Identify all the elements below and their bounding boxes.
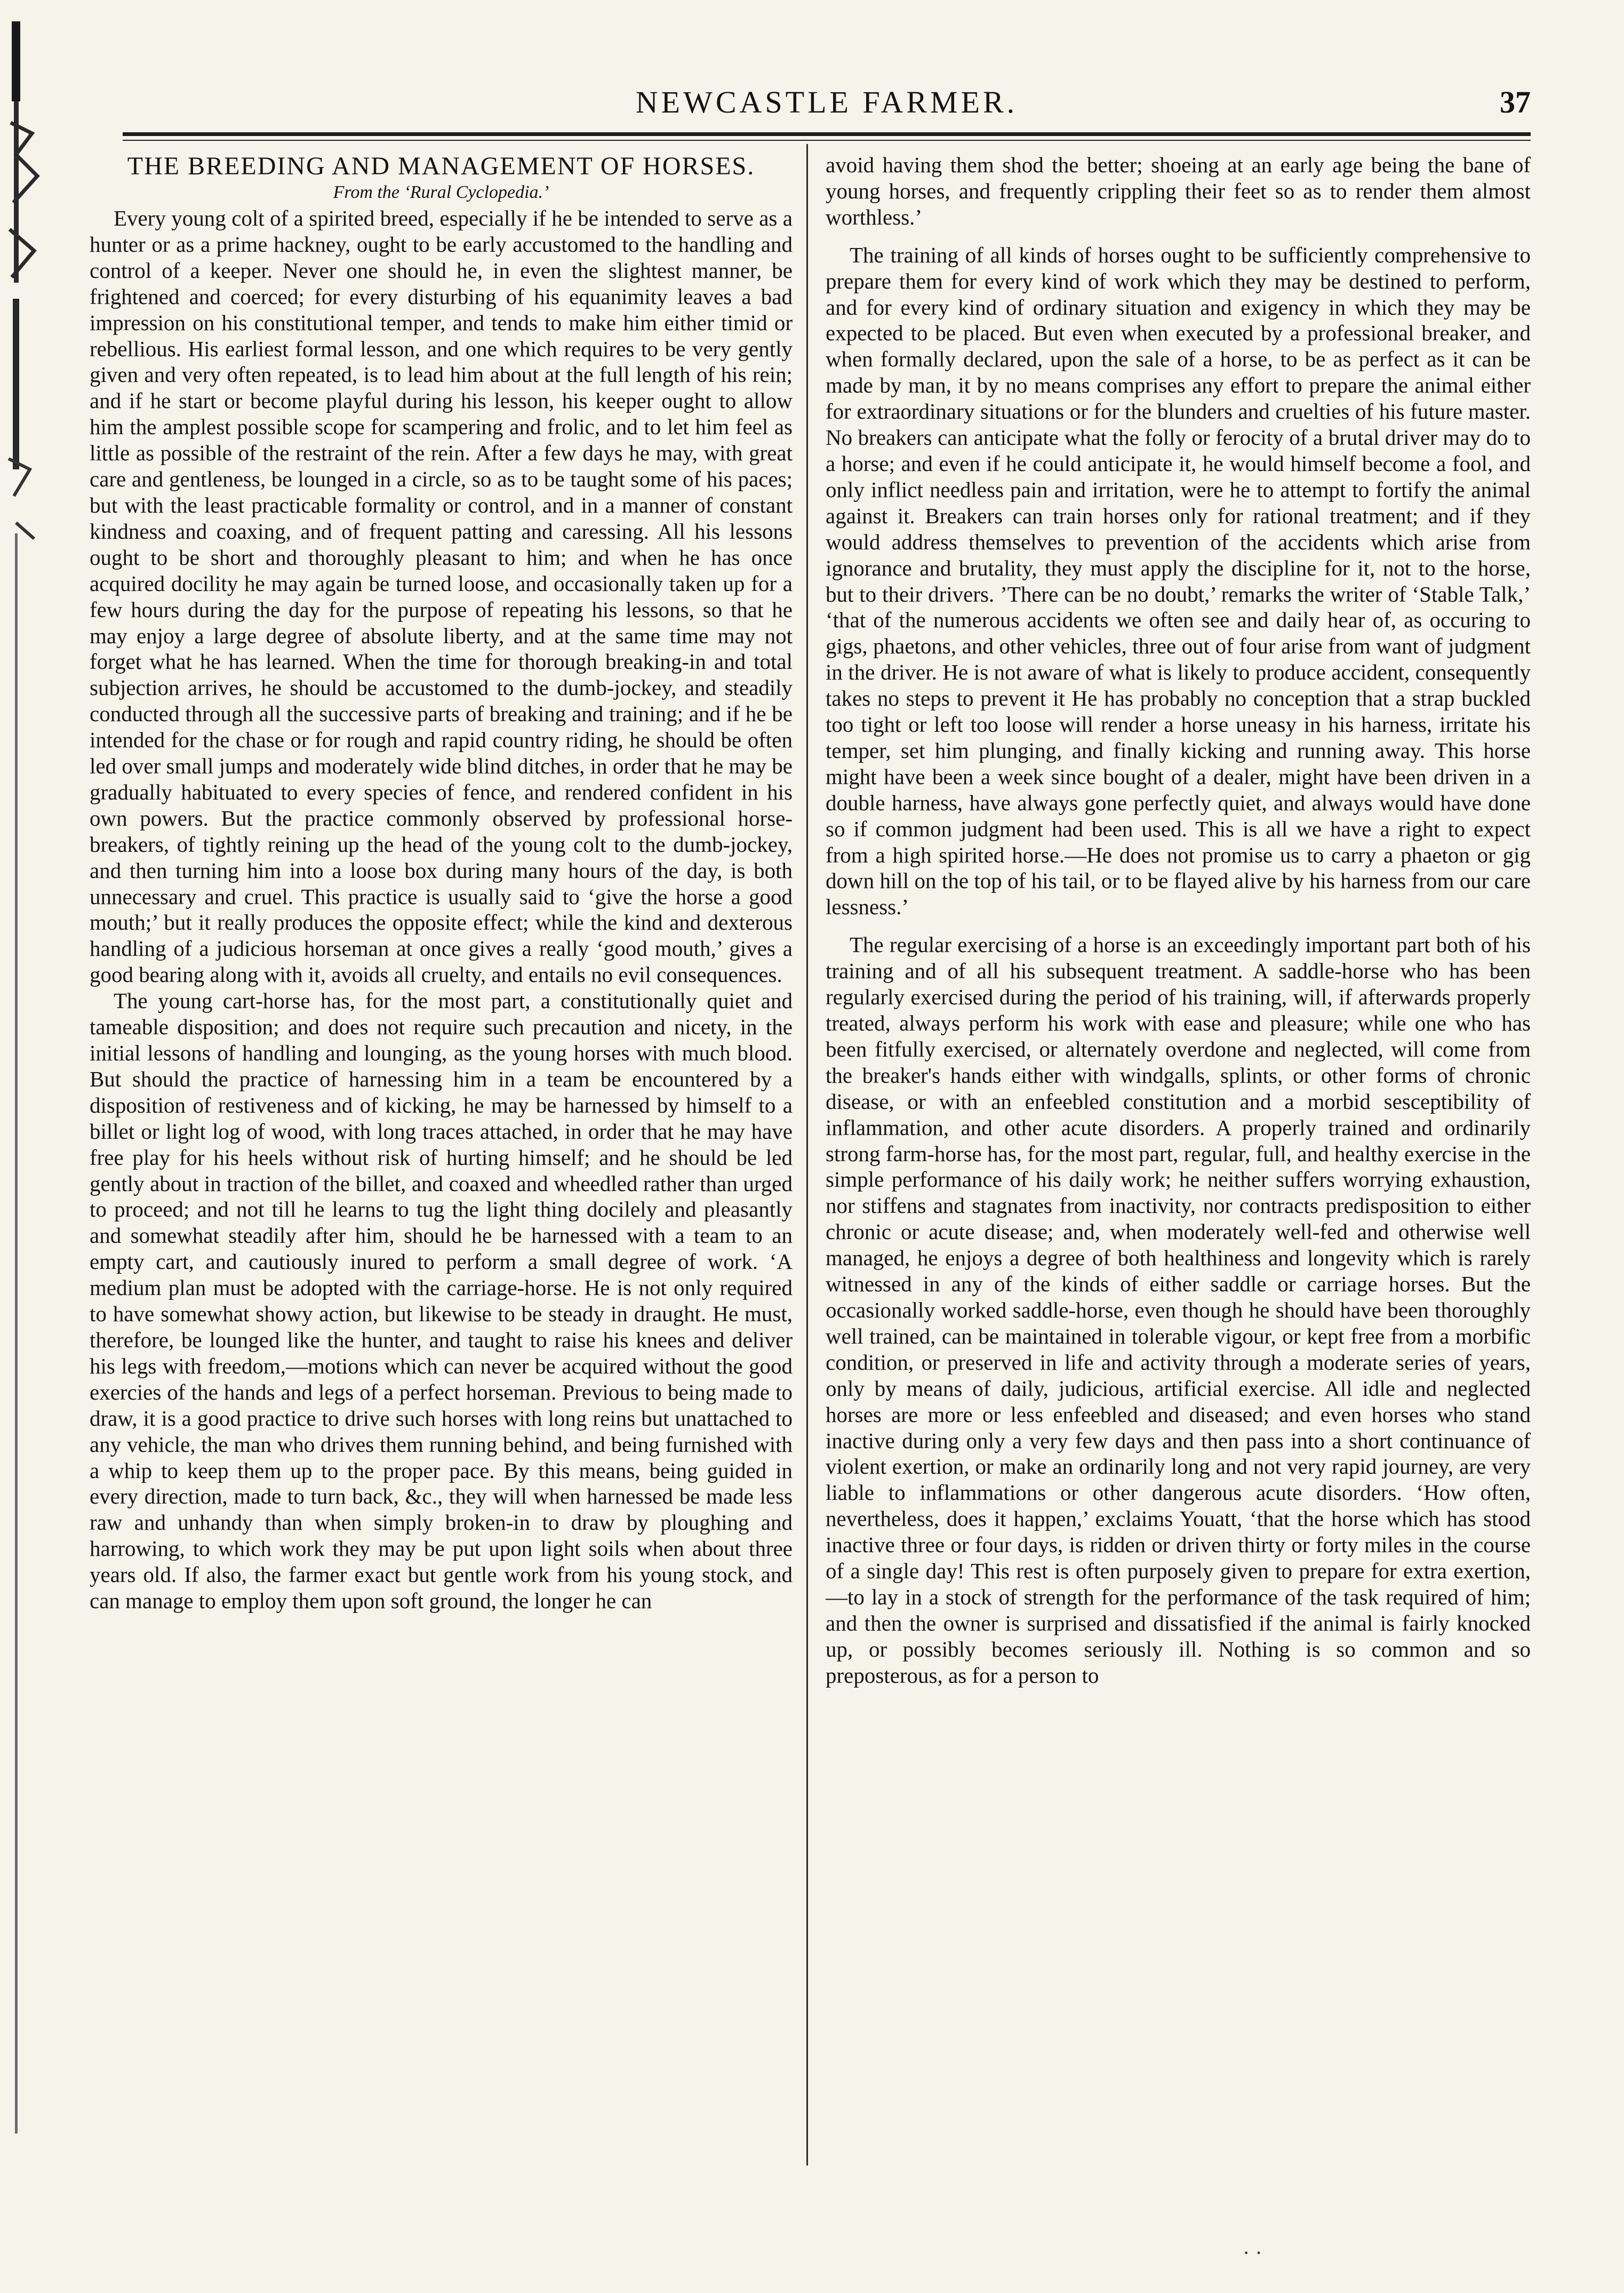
page-number: 37 [1500,85,1531,119]
article-source: From the ‘Rural Cyclopedia.’ [333,182,549,202]
paragraph: The regular exercising of a horse is an exceedingly important part both of his training and of all his subsequent treatment. A saddle-horse who has been regularly exercised during the period of his training, will, if afterwards properly treated, always perform his work with ease and pleasure; while one who has been fitfully exercised, or alternately overdone and neglected, will come from the breaker's hands either with windgalls, splints, or other forms of chronic disease, or with an enfeebled constitution and a morbid sesceptibility of inflammation, and other acute disorders. A properly trained and ordinarily strong farm-horse has, for the most part, regular, full, and healthy exercise in the simple performance of his daily work; he neither suffers worrying exhaustion, nor stiffens and stagnates from inactivity, nor contracts predisposition to either chronic or acute disease; and, when moderately well-fed and otherwise well managed, he enjoys a degree of both healthiness and longevity which is rarely witnessed in any of the kinds of either saddle or carriage horses. But the occasionally worked saddle-horse, even though he should have been thoroughly well trained, can be maintained in tolerable vigour, or kept free from a morbific condition, or preserved in life and activity through a moderate series of years, only by means of daily, judicious, artificial exercise. All idle and neglected horses are more or less enfeebled and diseased; and even horses who stand inactive during only a very few days and then pass into a short continuance of violent exertion, or make an ordinarily long and not very rapid journey, are very liable to inflammations or other dangerous acute disorders. ‘How often, nevertheless, does it happen,’ exclaims Youatt, ‘that the horse which has stood inactive three or four days, is ridden or driven thirty or forty miles in the course of a single day! This rest is often purposely given to prepare for extra exertion,—to lay in a stock of strength for the performance of the task required of him; and then the owner is surprised and dissatisfied if the animal is fairly knocked up, or possibly becomes seriously ill. Nothing is so common and so preposterous, as for a person to [826,932,1531,1688]
header-rule-thick [123,132,1531,136]
article-title: THE BREEDING AND MANAGEMENT OF HORSES. [127,152,755,180]
stray-print-marks: · · [1243,2241,1262,2265]
publication-title: NEWCASTLE FARMER. [635,85,1018,119]
paragraph: The young cart-horse has, for the most part, a constitutionally quiet and tameable disposition; and does not require such precaution and nicety, in the initial lessons of handling and lounging, as the young horses with much blood. But should the practice of harnessing him in a team be encountered by a disposition of restiveness and of kicking, he may be harnessed by himself to a billet or light log of wood, with long traces attached, in order that he may have free play for his heels without risk of hurting himself; and he should be led gently about in traction of the billet, and coaxed and wheedled rather than urged to proceed; and not till he learns to tug the light thing docilely and pleasantly and somewhat steadily after him, should he be harnessed with a team to an empty cart, and cautiously inured to perform a small degree of work. ‘A medium plan must be adopted with the carriage-horse. He is not only required to have somewhat showy action, but likewise to be steady in draught. He must, therefore, be lounged like the hunter, and taught to raise his knees and deliver his legs with freedom,—motions which can never be acquired without the good exercies of the hands and legs of a perfect horseman. Previous to being made to draw, it is a good practice to drive such horses with long reins but unattached to any vehicle, the man who drives them running behind, and being furnished with a whip to keep them up to the proper pace. By this means, being guided in every direction, made to turn back, &c., they will when harnessed be made less raw and unhandy than when simply broken-in to draw by ploughing and harrowing, to which work they may be put upon light soils when about three years old. If also, the farmer exact but gentle work from his young stock, and can manage to employ them upon soft ground, the longer he can [90,988,793,1613]
left-column [90,152,793,2174]
right-column [826,152,1531,2174]
paragraph: The training of all kinds of horses ought to be sufficiently comprehensive to prepare them for every kind of work which they may be destined to perform, and for every kind of ordinary situation and exigency in which they may be expected to be placed. But even when executed by a professional breaker, and when formally declared, upon the sale of a horse, to be as perfect as it can be made by man, it by no means comprises any effort to prepare the animal either for extraordinary situations or for the blunders and cruelties of his future master. No breakers can anticipate what the folly or ferocity of a brutal driver may do to a horse; and even if he could anticipate it, he would himself become a fool, and only inflict needless pain and irritation, were he to attempt to fortify the animal against it. Breakers can train horses only for rational treatment; and if they would address themselves to prevention of the accidents which arise from ignorance and brutality, they must apply the discipline for it, not to the horse, but to their drivers. ’There can be no doubt,’ remarks the writer of ‘Stable Talk,’ ‘that of the numerous accidents we often see and daily hear of, as occuring to gigs, phaetons, and other vehicles, three out of four arise from want of judgment in the driver. He is not aware of what is likely to produce accident, consequently takes no steps to prevent it He has probably no conception that a strap buckled too tight or left too loose will render a horse uneasy in his harness, irritate his temper, set him plunging, and finally kicking and running away. This horse might have been a week since bought of a dealer, might have been driven in a double harness, have always gone perfectly quiet, and always would have done so if common judgment had been used. This is all we have a right to expect from a high spirited horse.—He does not promise us to carry a phaeton or gig down hill on the top of his tail, or to be flayed alive by his harness from our care lessness.’ [826,242,1531,920]
header-rule-thin [123,140,1531,141]
margin-ink-marks [0,0,64,2293]
column-divider [806,144,808,2166]
paragraph: Every young colt of a spirited breed, especially if he be intended to serve as a hunter or as a prime hackney, ought to be early accustomed to the handling and control of a keeper. Never one should he, in even the slightest manner, be frightened and coerced; for every disturbing of his equanimity leaves a bad impression on his constitutional temper, and tends to make him either timid or rebellious. His earliest formal lesson, and one which requires to be very gently given and very often repeated, is to lead him about at the full length of his rein; and if he start or become playful during his lesson, his keeper ought to allow him the amplest possible scope for scampering and frolic, and to let him feel as little as possible of the restraint of the rein. After a few days he may, with great care and gentleness, be lounged in a circle, so as to be taught some of his paces; but with the least practicable formality or control, and in a manner of constant kindness and coaxing, and of frequent patting and caressing. All his lessons ought to be short and thoroughly pleasant to him; and when he has once acquired docility he may again be turned loose, and occasionally taken up for a few hours during the day for the purpose of repeating his lessons, so that he may enjoy a large degree of absolute liberty, and at the same time may not forget what he has learned. When the time for thorough breaking-in and total subjection arrives, he should be accustomed to the dumb-jockey, and steadily conducted through all the successive parts of breaking and training; and if he be intended for the chase or for rough and rapid country riding, he should be often led over small jumps and moderately wide blind ditches, in order that he may be gradually habituated to every species of fence, and rendered confident in his own powers. But the practice commonly observed by professional horse-breakers, of tightly reining up the head of the young colt to the dumb-jockey, and then turning him into a loose box during many hours of the day, is both unnecessary and cruel. This practice is usually said to ‘give the horse a good mouth;’ but it really produces the opposite effect; while the kind and dexterous handling of a judicious horseman at once gives a really ‘good mouth,’ gives a good bearing along with it, avoids all cruelty, and entails no evil consequences. [90,206,793,987]
paragraph-continued: avoid having them shod the better; shoeing at an early age being the bane of young horses, and frequently crippling their feet so as to render them almost worthless.’ [826,153,1531,229]
